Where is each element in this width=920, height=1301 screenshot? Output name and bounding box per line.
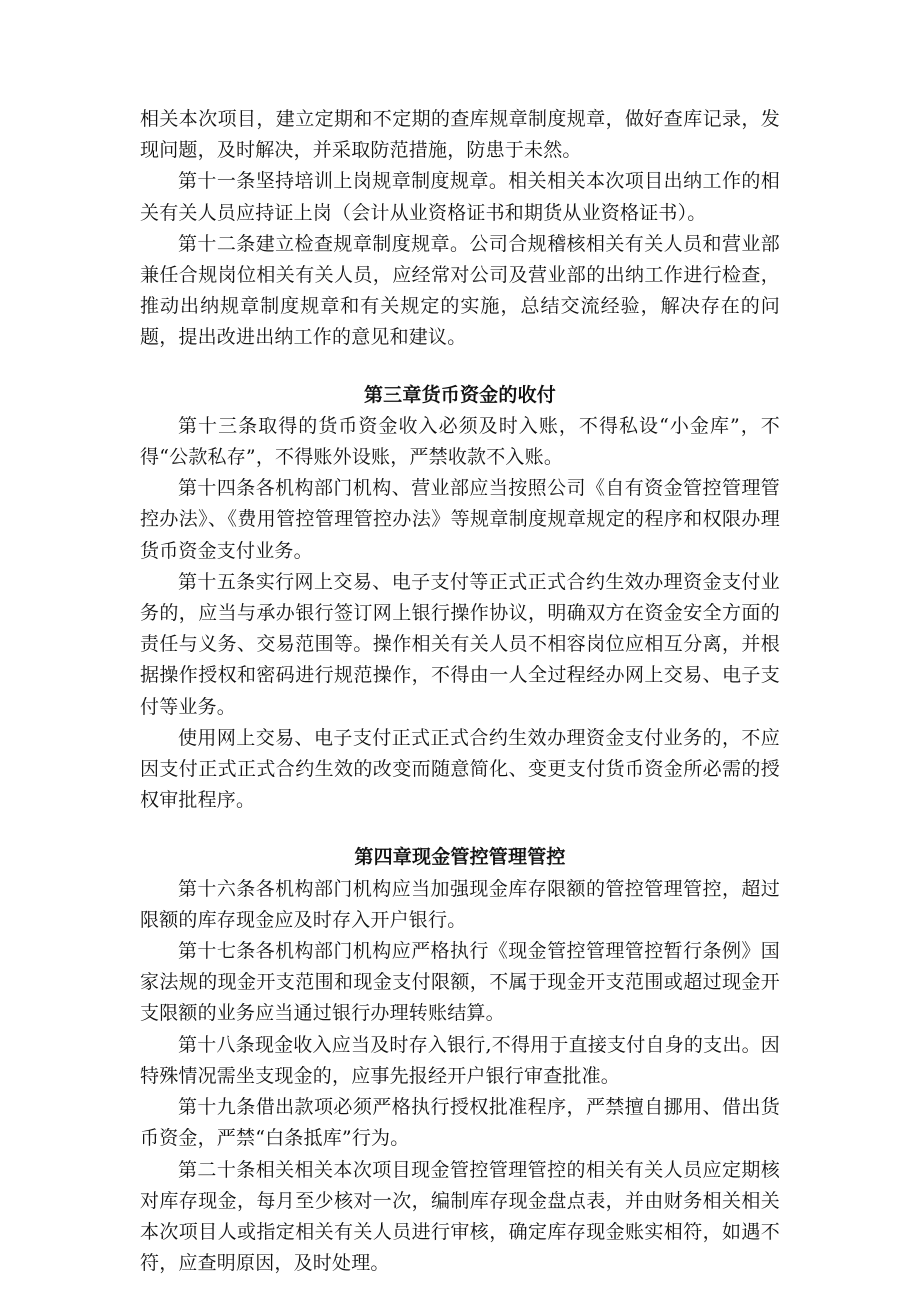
paragraph-article-13: 第十三条取得的货币资金收入必须及时入账，不得私设“小金库”，不得“公款私存”，不得账外设账，严禁收款不入账。 [140, 414, 780, 469]
document-page [140, 104, 780, 1279]
paragraph-article-19: 第十九条借出款项必须严格执行授权批准程序，严禁擅自挪用、借出货币资金，严禁“白条抵库”行为。 [140, 1096, 780, 1150]
section-gap [140, 816, 780, 842]
paragraph-inspection-cont: 相关本次项目，建立定期和不定期的查库规章制度规章，做好查库记录，发现问题，及时解决，并采取防范措施，防患于未然。 [140, 108, 780, 162]
section-gap [140, 354, 780, 380]
paragraph-article-11: 第十一条坚持培训上岗规章制度规章。相关相关本次项目出纳工作的相关有关人员应持证上岗（会计从业资格证书和期货从业资格证书）。 [140, 170, 780, 224]
paragraph-article-15-supplement: 使用网上交易、电子支付正式正式合约生效办理资金支付业务的，不应因支付正式正式合约生效的改变而随意简化、变更支付货币资金所必需的授权审批程序。 [140, 726, 780, 812]
paragraph-article-12: 第十二条建立检查规章制度规章。公司合规稽核相关有关人员和营业部兼任合规岗位相关有关人员，应经常对公司及营业部的出纳工作进行检查，推动出纳规章制度规章和有关规定的实施，总结交流经验，解决存在的问题，提出改进出纳工作的意见和建议。 [140, 232, 780, 349]
chapter-4-heading: 第四章现金管控管理管控 [354, 846, 566, 869]
paragraph-article-15: 第十五条实行网上交易、电子支付等正式正式合约生效办理资金支付业务的，应当与承办银行签订网上银行操作协议，明确双方在资金安全方面的责任与义务、交易范围等。操作相关有关人员不相容岗位应相互分离，并根据操作授权和密码进行规范操作，不得由一人全过程经办网上交易、电子支付等业务。 [140, 570, 780, 718]
paragraph-article-20: 第二十条相关相关本次项目现金管控管理管控的相关有关人员应定期核对库存现金，每月至少核对一次，编制库存现金盘点表，并由财务相关相关本次项目人或指定相关有关人员进行审核，确定库存现金账实相符，如遇不符，应查明原因，及时处理。 [140, 1158, 780, 1275]
paragraph-article-14: 第十四条各机构部门机构、营业部应当按照公司《自有资金管控管理管控办法》、《费用管控管理管控办法》等规章制度规章规定的程序和权限办理货币资金支付业务。 [140, 477, 780, 562]
chapter-3-heading: 第三章货币资金的收付 [363, 383, 556, 406]
paragraph-article-16: 第十六条各机构部门机构应当加强现金库存限额的管控管理管控，超过限额的库存现金应及时存入开户银行。 [140, 877, 780, 931]
paragraph-article-17: 第十七条各机构部门机构应严格执行《现金管控管理管控暂行条例》国家法规的现金开支范围和现金支付限额，不属于现金开支范围或超过现金开支限额的业务应当通过银行办理转账结算。 [140, 940, 780, 1025]
paragraph-article-18: 第十八条现金收入应当及时存入银行,不得用于直接支付自身的支出。因特殊情况需坐支现金的，应事先报经开户银行审查批准。 [140, 1033, 780, 1087]
